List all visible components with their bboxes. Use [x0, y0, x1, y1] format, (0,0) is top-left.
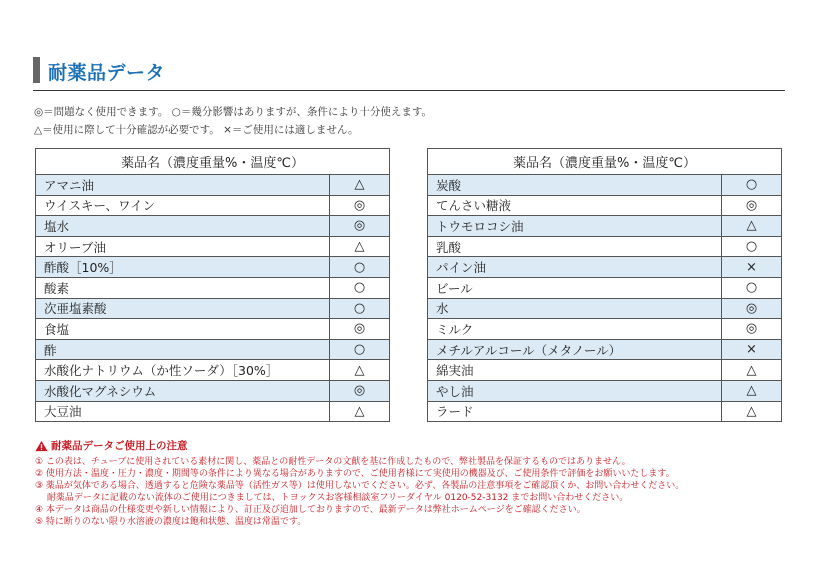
chemical-name: メチルアルコール（メタノール）: [428, 339, 722, 360]
chemical-name: 炭酸: [428, 175, 722, 196]
table-row: [36, 339, 390, 360]
table-row: [428, 277, 782, 298]
warning-triangle-icon: [35, 440, 48, 452]
table-row: [36, 236, 390, 257]
resistance-mark: △: [722, 401, 782, 422]
chemical-name: オリーブ油: [36, 236, 330, 257]
chemical-name: 酸素: [36, 277, 330, 298]
table-row: [36, 401, 390, 422]
note-line: ① この表は、チューブに使用されている素材に関し、薬品との耐性データの文献を基に作成したもので、弊社製品を保証するものではありません。: [35, 457, 631, 467]
note-line: ④ 本データは商品の仕様変更や新しい情報により、訂正及び追加しておりますので、最新データは弊社ホームページをご確認ください。: [35, 505, 586, 516]
chemical-name: 酢: [36, 339, 330, 360]
table-row: [36, 175, 390, 196]
resistance-mark: △: [722, 380, 782, 401]
note-line: ③ 薬品が気体である場合、透過すると危険な薬品等（活性ガス等）は使用しないでください。必ず、各製品の注意事項をご確認頂くか、お問い合わせください。: [35, 481, 685, 492]
page-header: [33, 55, 785, 91]
resistance-mark: ◎: [330, 216, 390, 237]
table-row: [36, 360, 390, 381]
chemical-name: 塩水: [36, 216, 330, 237]
table-header: 薬品名（濃度重量%・温度℃）: [428, 149, 782, 175]
chemical-name: 水酸化ナトリウム（か性ソーダ）［30%］: [36, 360, 330, 381]
resistance-mark: ◎: [330, 195, 390, 216]
chemical-name: 水: [428, 298, 722, 319]
note-line: ② 使用方法・温度・圧力・濃度・期間等の条件により異なる場合がありますので、ご使用者様にて実使用の機器及び、ご使用条件で評価をお願いいたします。: [35, 469, 675, 480]
chemical-name: アマニ油: [36, 175, 330, 196]
chemical-name: 次亜塩素酸: [36, 298, 330, 319]
table-row: [428, 257, 782, 278]
table-row: [428, 298, 782, 319]
note-line: ⑤ 特に断りのない限り水溶液の濃度は飽和状態、温度は常温です。: [35, 517, 307, 528]
chemical-name: やし油: [428, 380, 722, 401]
table-row: [428, 360, 782, 381]
resistance-mark: △: [330, 401, 390, 422]
table-row: [36, 195, 390, 216]
resistance-mark: ◎: [330, 380, 390, 401]
resistance-mark: ◎: [722, 319, 782, 340]
resistance-mark: △: [330, 175, 390, 196]
table-row: [36, 257, 390, 278]
table-row: [36, 277, 390, 298]
table-row: [428, 401, 782, 422]
resistance-mark: ×: [722, 257, 782, 278]
resistance-mark: ○: [330, 277, 390, 298]
resistance-mark: △: [722, 216, 782, 237]
notes-title-row: [35, 438, 795, 453]
resistance-mark: ◎: [330, 319, 390, 340]
header-accent-bar: [33, 57, 40, 83]
table-row: [428, 380, 782, 401]
usage-notes: [35, 438, 795, 529]
notes-title: 耐薬品データご使用上の注意: [51, 440, 188, 452]
table-header: 薬品名（濃度重量%・温度℃）: [36, 149, 390, 175]
chemical-name: 綿実油: [428, 360, 722, 381]
resistance-mark: ○: [330, 339, 390, 360]
legend-line-2: △＝使用に際して十分確認が必要です。 ×＝ご使用には適しません。: [34, 124, 359, 136]
resistance-mark: ○: [722, 277, 782, 298]
chemical-name: 大豆油: [36, 401, 330, 422]
chemical-name: ミルク: [428, 319, 722, 340]
table-row: [428, 236, 782, 257]
chemical-name: ビール: [428, 277, 722, 298]
chemical-table-left: [35, 148, 390, 422]
resistance-mark: △: [330, 360, 390, 381]
page-title: 耐薬品データ: [48, 62, 166, 84]
table-row: [428, 319, 782, 340]
table-row: [428, 339, 782, 360]
note-line: 耐薬品データに記載のない流体のご使用につきましては、トヨックスお客様相談室フリーダイヤル 0120-52-3132 までお問い合わせください。: [35, 493, 629, 504]
chemical-name: 食塩: [36, 319, 330, 340]
resistance-mark: ○: [330, 257, 390, 278]
resistance-mark: ○: [722, 236, 782, 257]
table-row: [428, 216, 782, 237]
chemical-name: ウイスキー、ワイン: [36, 195, 330, 216]
resistance-mark: ◎: [722, 298, 782, 319]
table-row: [36, 298, 390, 319]
chemical-name: てんさい糖液: [428, 195, 722, 216]
resistance-mark: ○: [722, 175, 782, 196]
legend-line-1: ◎＝問題なく使用できます。 ○＝幾分影響はありますが、条件により十分使えます。: [34, 106, 432, 118]
table-row: [428, 195, 782, 216]
chemical-name: 乳酸: [428, 236, 722, 257]
chemical-name: パイン油: [428, 257, 722, 278]
resistance-mark: ◎: [722, 195, 782, 216]
chemical-table-right: [427, 148, 782, 422]
table-row: [428, 175, 782, 196]
table-row: [36, 319, 390, 340]
chemical-name: トウモロコシ油: [428, 216, 722, 237]
chemical-name: 水酸化マグネシウム: [36, 380, 330, 401]
resistance-mark: △: [722, 360, 782, 381]
chemical-name: ラード: [428, 401, 722, 422]
resistance-mark: ×: [722, 339, 782, 360]
resistance-mark: ○: [330, 298, 390, 319]
table-row: [36, 380, 390, 401]
chemical-name: 酢酸［10%］: [36, 257, 330, 278]
table-row: [36, 216, 390, 237]
resistance-mark: △: [330, 236, 390, 257]
